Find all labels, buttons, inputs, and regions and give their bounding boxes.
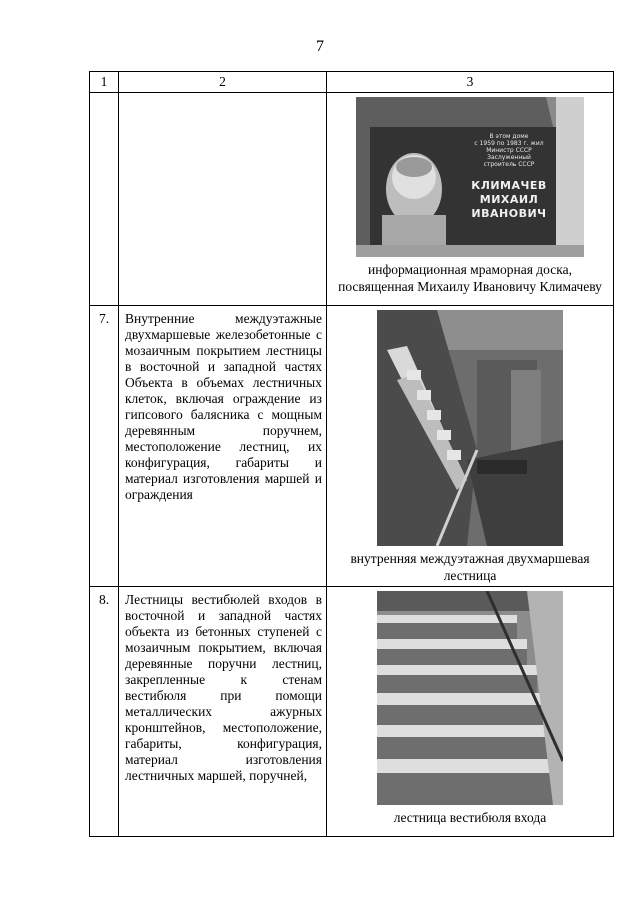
plaque-line: В этом доме xyxy=(489,133,529,140)
table-row xyxy=(90,93,614,306)
objects-table xyxy=(89,71,614,837)
row-number: 7. xyxy=(90,306,119,587)
row-description xyxy=(119,93,327,306)
plaque-line: с 1959 по 1983 г. жил xyxy=(474,140,544,147)
header-col-1: 1 xyxy=(90,72,119,93)
photo-caption: информационная мраморная доска, посвященная Михаилу Ивановичу Климачеву xyxy=(338,262,602,294)
header-col-2: 2 xyxy=(119,72,327,93)
plaque-line: ИВАНОВИЧ xyxy=(471,207,547,220)
row-number: 8. xyxy=(90,587,119,837)
interior-staircase-photo xyxy=(377,310,563,546)
vestibule-staircase-photo xyxy=(377,591,563,805)
plaque-line: Министр СССР xyxy=(486,147,532,154)
row-description: Внутренние междуэтажные двухмаршевые железобетонные с мозаичным покрытием лестницы в восточной и западной частях Объекта в объемах лестничных клеток, включая ограждение из гипсового балясника с мощным деревянным поручнем, местоположение лестниц, их конфигурация, габариты и материал изготовления маршей и ограждения xyxy=(119,306,327,587)
header-col-3: 3 xyxy=(327,72,614,93)
row-description: Лестницы вестибюлей входов в восточной и западной частях объекта из бетонных ступеней с мозаичным покрытием, включая деревянные поручни лестниц, закрепленные к стенам вестибюля при помощи металлических ажурных кронштейнов, местоположение, габариты, конфигурация, материал изготовления лестничных маршей, поручней, xyxy=(119,587,327,837)
marble-plaque-photo xyxy=(356,97,584,257)
photo-cell xyxy=(327,306,614,587)
table-row xyxy=(90,306,614,587)
photo-cell xyxy=(327,93,614,306)
plaque-line: КЛИМАЧЕВ xyxy=(471,179,547,192)
page-number: 7 xyxy=(316,38,324,55)
plaque-line: Заслуженный xyxy=(487,154,531,161)
table-header-row xyxy=(90,72,614,93)
photo-caption: внутренняя междуэтажная двухмаршевая лестница xyxy=(350,551,590,583)
row-number xyxy=(90,93,119,306)
plaque-line: МИХАИЛ xyxy=(479,193,539,206)
plaque-line: строитель СССР xyxy=(483,161,535,168)
photo-cell xyxy=(327,587,614,837)
table-row xyxy=(90,587,614,837)
photo-caption: лестница вестибюля входа xyxy=(393,810,547,825)
